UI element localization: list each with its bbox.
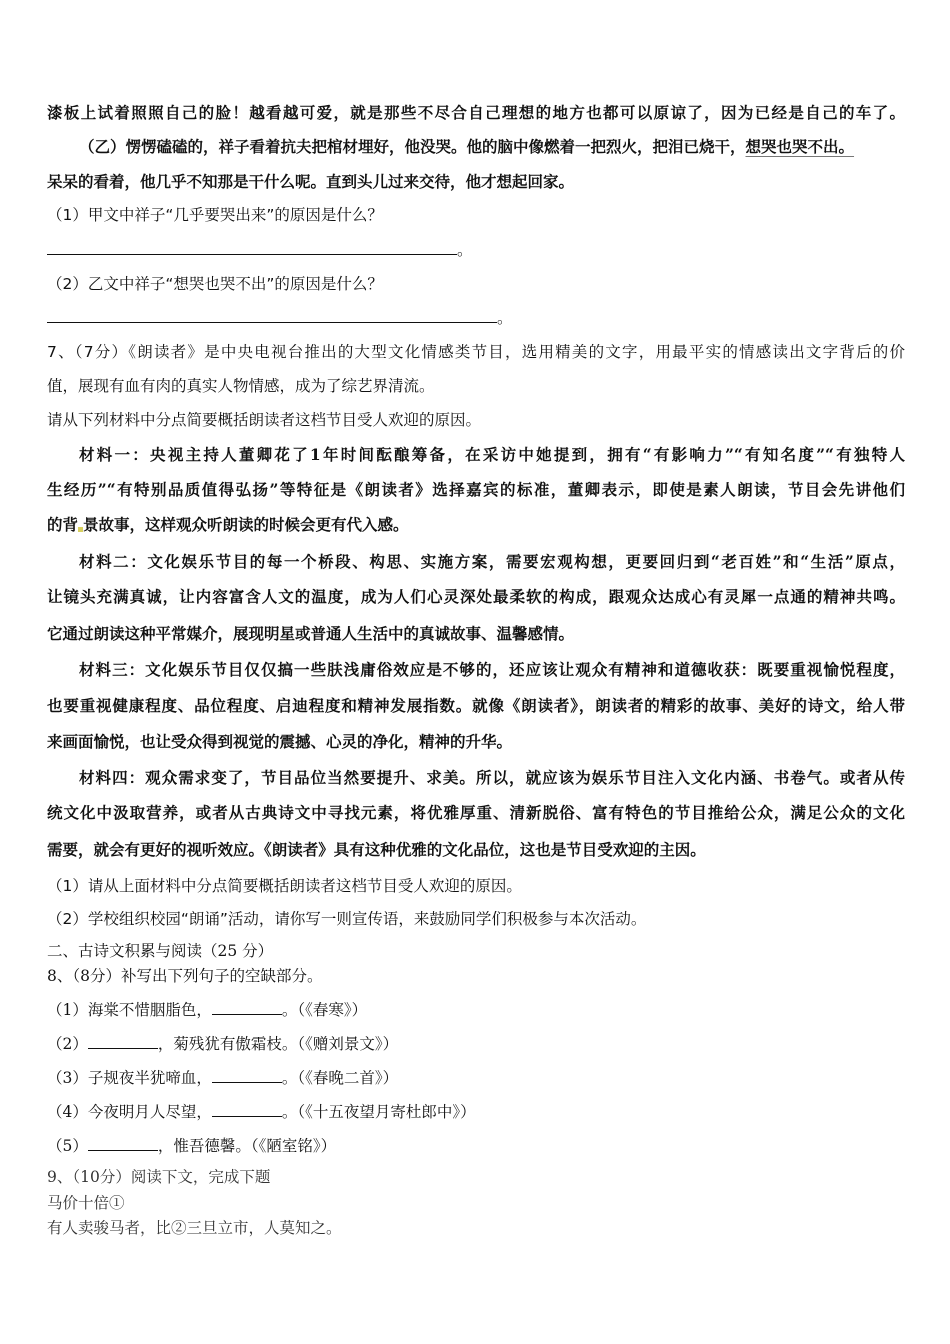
- question-9-title: 9、（10分）阅读下文，完成下题: [47, 1168, 271, 1186]
- text: （2）: [47, 1035, 88, 1053]
- text: 。（《十五夜望月寄杜郎中》）: [281, 1103, 476, 1121]
- passage-line: [79, 137, 905, 157]
- passage-text: （乙）愣愣磕磕的，祥子看着抗夫把棺材埋好，他没哭。他的脑中像燃着一把烈火，把泪已烧干，: [79, 137, 746, 156]
- text: ，惟吾德馨。（《陋室铭》）: [157, 1137, 337, 1155]
- fill-item: [47, 1136, 336, 1156]
- material-4: 材料四：观众需求变了，节目品位当然要提升、求美。所以，就应该为娱乐节目注入文化内涵、书卷气。或者从传: [79, 768, 905, 787]
- fill-blank[interactable]: [88, 1136, 158, 1151]
- text: 。（《春晚二首》）: [281, 1069, 399, 1087]
- question-6-2: （2）乙文中祥子“想哭也哭不出”的原因是什么？: [47, 275, 383, 293]
- fill-blank[interactable]: [88, 1034, 158, 1049]
- fill-item: [47, 1068, 398, 1088]
- passage-line: 呆呆的看着，他几乎不知那是干什么呢。直到头儿过来交待，他才想起回家。: [47, 172, 575, 191]
- question-6-1: （1）甲文中祥子“几乎要哭出来”的原因是什么？: [47, 206, 383, 224]
- question-8-title: 8、（8分）补写出下列句子的空缺部分。: [47, 967, 323, 985]
- text: 的背: [47, 515, 79, 534]
- passage-line: 漆板上试着照照自己的脸！越看越可爱，就是那些不尽合自己理想的地方也都可以原谅了，因为已经是自己的车了。: [47, 103, 905, 122]
- text: （5）: [47, 1137, 88, 1155]
- material-1: [47, 515, 409, 535]
- material-1: 生经历”“有特别品质值得弘扬”等特征是《朗读者》选择嘉宾的标准，董卿表示，即使是素人朗读，节目会先讲他们: [47, 480, 905, 499]
- fill-blank[interactable]: [212, 1068, 282, 1083]
- material-2: 它通过朗读这种平常媒介，展现明星或普通人生活中的真诚故事、温馨感情。: [47, 624, 575, 643]
- question-7-stem: 值，展现有血有肉的真实人物情感，成为了综艺界清流。: [47, 377, 435, 395]
- material-2: 让镜头充满真诚，让内容富含人文的温度，成为人们心灵深处最柔软的构成，跟观众达成心有灵犀一点通的精神共鸣。: [47, 587, 905, 606]
- question-7-prompt: 请从下列材料中分点简要概括朗读者这档节目受人欢迎的原因。: [47, 411, 482, 429]
- material-4: 统文化中汲取营养，或者从古典诗文中寻找元素，将优雅厚重、清新脱俗、富有特色的节目推给公众，满足公众的文化: [47, 803, 905, 822]
- material-3: 也要重视健康程度、品位程度、启迪程度和精神发展指数。就像《朗读者》，朗读者的精彩的故事、美好的诗文，给人带: [47, 696, 905, 715]
- material-3: 来画面愉悦，也让受众得到视觉的震撼、心灵的净化，精神的升华。: [47, 732, 513, 751]
- answer-line[interactable]: [47, 240, 473, 260]
- period: 。: [497, 309, 513, 327]
- period: 。: [457, 241, 473, 259]
- text: ，菊残犹有傲霜枝。（《赠刘景文》）: [157, 1035, 399, 1053]
- fill-item: [47, 1102, 476, 1122]
- question-7-stem: 7、（7分）《朗读者》是中央电视台推出的大型文化情感类节目，选用精美的文字，用最平实的情感读出文字背后的价: [47, 343, 905, 361]
- answer-blank[interactable]: [47, 308, 497, 323]
- answer-line[interactable]: [47, 308, 513, 328]
- text: （3）子规夜半犹啼血，: [47, 1069, 212, 1087]
- fill-blank[interactable]: [212, 1000, 282, 1015]
- text: （1）海棠不惜胭脂色，: [47, 1001, 212, 1019]
- classical-text: 有人卖骏马者，比②三旦立市，人莫知之。: [47, 1219, 342, 1237]
- underlined-text: 想哭也哭不出。: [745, 137, 855, 156]
- text: 景故事，这样观众听朗读的时候会更有代入感。: [83, 515, 409, 534]
- text: 。（《春寒》）: [281, 1001, 368, 1019]
- material-4: 需要，就会有更好的视听效应。《朗读者》具有这种优雅的文化品位，这也是节目受欢迎的主因。: [47, 840, 706, 859]
- answer-blank[interactable]: [47, 240, 457, 255]
- material-1: 材料一：央视主持人董卿花了1年时间酝酿筹备，在采访中她提到，拥有“有影响力”“有知名度”“有独特人: [79, 445, 905, 464]
- question-7-2: （2）学校组织校园“朗诵”活动，请你写一则宣传语，来鼓励同学们积极参与本次活动。: [47, 910, 647, 928]
- fill-blank[interactable]: [212, 1102, 282, 1117]
- section-title: 二、古诗文积累与阅读（25 分）: [47, 942, 274, 960]
- fill-item: [47, 1000, 367, 1020]
- material-3: 材料三：文化娱乐节目仅仅搞一些肤浅庸俗效应是不够的，还应该让观众有精神和道德收获：既要重视愉悦程度，: [79, 660, 905, 679]
- fill-item: [47, 1034, 398, 1054]
- question-7-1: （1）请从上面材料中分点简要概括朗读者这档节目受人欢迎的原因。: [47, 877, 522, 895]
- text-title: 马价十倍①: [47, 1194, 125, 1212]
- material-2: 材料二：文化娱乐节目的每一个桥段、构思、实施方案，需要宏观构想，更要回归到“老百姓”和“生活”原点，: [79, 552, 905, 571]
- text: （4）今夜明月人尽望，: [47, 1103, 212, 1121]
